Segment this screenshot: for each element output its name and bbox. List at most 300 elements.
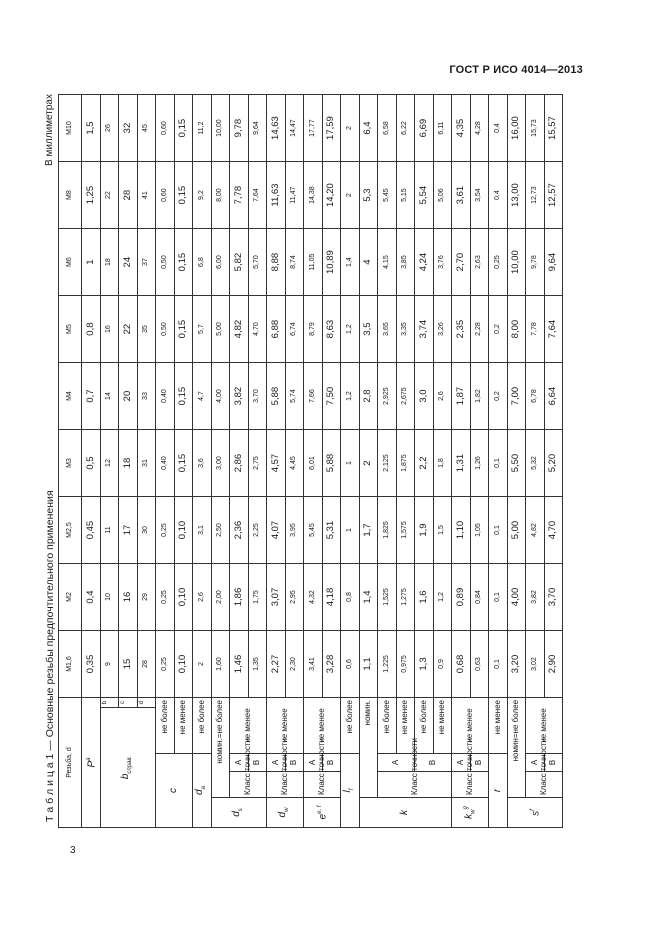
value-cell: 5,88 — [322, 430, 341, 497]
value-cell: 3,61 — [452, 162, 471, 229]
value-cell: 12 — [100, 430, 119, 497]
value-cell: 3,76 — [433, 229, 452, 296]
value-cell: 4,24 — [415, 229, 434, 296]
value-cell: 3,70 — [544, 564, 563, 631]
value-cell: 6,78 — [526, 363, 545, 430]
value-cell: 0,25 — [156, 631, 175, 698]
value-cell: 7,64 — [248, 162, 267, 229]
value-cell: 18 — [100, 229, 119, 296]
value-cell: 20 — [119, 363, 138, 430]
value-cell: 5,31 — [322, 497, 341, 564]
value-cell: 4,07 — [267, 497, 286, 564]
grade-label: B — [322, 754, 341, 772]
value-cell: 1,4 — [341, 229, 360, 296]
class-label: Класс точности — [304, 772, 341, 798]
value-cell: 6,22 — [396, 95, 415, 162]
value-cell: 22 — [119, 296, 138, 363]
param-p — [82, 697, 101, 827]
param-dw — [267, 798, 304, 828]
value-cell: 4,70 — [544, 497, 563, 564]
thread-size-header: M5 — [59, 296, 82, 363]
value-cell: 0,1 — [489, 631, 508, 698]
limit-label: не менее — [174, 697, 193, 753]
value-cell: 14,47 — [285, 95, 304, 162]
value-cell: 0,4 — [82, 564, 101, 631]
value-cell: 9,2 — [193, 162, 212, 229]
value-cell: 3,20 — [507, 631, 526, 698]
value-cell: 11 — [100, 497, 119, 564]
value-cell: 6,74 — [285, 296, 304, 363]
symbol-sub: a — [200, 786, 207, 790]
value-cell: 15 — [119, 631, 138, 698]
class-label: Класс точности — [378, 772, 452, 798]
value-cell: 3,0 — [415, 363, 434, 430]
symbol-sub: справ. — [126, 755, 133, 774]
value-cell: 2,63 — [470, 229, 489, 296]
param-s — [507, 798, 563, 828]
grade-label: A — [526, 754, 545, 772]
value-cell: 4,7 — [193, 363, 212, 430]
limit-label: не менее — [433, 697, 452, 753]
value-cell: 0,60 — [156, 95, 175, 162]
value-cell: 0,40 — [156, 363, 175, 430]
value-cell: 1 — [82, 229, 101, 296]
class-label: Класс точности — [452, 772, 489, 798]
value-cell: 1,825 — [378, 497, 397, 564]
value-cell: 1,875 — [396, 430, 415, 497]
value-cell: 3,95 — [285, 497, 304, 564]
value-cell: 13,00 — [507, 162, 526, 229]
value-cell: 5,74 — [285, 363, 304, 430]
value-cell: 6,01 — [304, 430, 323, 497]
value-cell: 4,57 — [267, 430, 286, 497]
value-cell: 14,63 — [267, 95, 286, 162]
value-cell: 1,5 — [82, 95, 101, 162]
value-cell: 3,26 — [433, 296, 452, 363]
value-cell: 31 — [137, 430, 156, 497]
grade-label: B — [285, 754, 304, 772]
value-cell: 4,35 — [452, 95, 471, 162]
value-cell: 2,95 — [285, 564, 304, 631]
value-cell: 16,00 — [507, 95, 526, 162]
value-cell: 16 — [100, 296, 119, 363]
value-cell: 4,32 — [304, 564, 323, 631]
value-cell: 3,02 — [526, 631, 545, 698]
value-cell: 3,07 — [267, 564, 286, 631]
value-cell: 0,63 — [470, 631, 489, 698]
value-cell: 10,00 — [211, 95, 230, 162]
value-cell: 35 — [137, 296, 156, 363]
value-cell: 3,35 — [396, 296, 415, 363]
value-cell: 2,27 — [267, 631, 286, 698]
value-cell: 0,15 — [174, 95, 193, 162]
value-cell: 9,64 — [248, 95, 267, 162]
value-cell: 4,00 — [211, 363, 230, 430]
value-cell: 17,77 — [304, 95, 323, 162]
value-cell: 0,68 — [452, 631, 471, 698]
grade-label: A — [267, 754, 286, 772]
value-cell: 8,88 — [267, 229, 286, 296]
value-cell: 11,2 — [193, 95, 212, 162]
value-cell: 5,45 — [378, 162, 397, 229]
param-ds — [211, 798, 267, 828]
value-cell: 5,00 — [211, 296, 230, 363]
symbol-main: k — [463, 813, 475, 819]
rotated-table-block — [44, 94, 592, 828]
value-cell: 0,60 — [156, 162, 175, 229]
value-cell: 0,15 — [174, 162, 193, 229]
value-cell: 7,78 — [526, 296, 545, 363]
symbol-main: r — [491, 788, 503, 793]
value-cell: 1,87 — [452, 363, 471, 430]
value-cell: 3,5 — [359, 296, 378, 363]
value-cell: 10,00 — [507, 229, 526, 296]
symbol-main: e — [317, 813, 329, 820]
value-cell: 4,00 — [507, 564, 526, 631]
value-cell: 8,74 — [285, 229, 304, 296]
value-cell: 2 — [341, 95, 360, 162]
value-cell: 1,1 — [359, 631, 378, 698]
value-cell: 3,70 — [248, 363, 267, 430]
thread-header: Резьба, d — [59, 697, 82, 827]
value-cell: 26 — [100, 95, 119, 162]
value-cell: 2 — [341, 162, 360, 229]
value-cell: 1,25 — [82, 162, 101, 229]
value-cell: 1,05 — [470, 497, 489, 564]
value-cell: 4,28 — [470, 95, 489, 162]
value-cell: 30 — [137, 497, 156, 564]
thread-size-header: M2 — [59, 564, 82, 631]
value-cell: 0,15 — [174, 363, 193, 430]
value-cell: 1,75 — [248, 564, 267, 631]
symbol-main: d — [277, 811, 288, 818]
footnote-mark: c — [119, 697, 138, 707]
limit-label: не менее — [452, 697, 489, 753]
value-cell: 17,59 — [322, 95, 341, 162]
value-cell: 5,00 — [507, 497, 526, 564]
value-cell: 3,65 — [378, 296, 397, 363]
value-cell: 2,675 — [396, 363, 415, 430]
thread-size-header: M10 — [59, 95, 82, 162]
limit-label: не более — [415, 697, 434, 753]
value-cell: 6,88 — [267, 296, 286, 363]
value-cell: 2,2 — [415, 430, 434, 497]
limit-label: не более — [378, 697, 397, 753]
thread-size-header: M1,6 — [59, 631, 82, 698]
footnote-mark: b — [100, 697, 119, 707]
value-cell: 5,06 — [433, 162, 452, 229]
value-cell: 0,89 — [452, 564, 471, 631]
value-cell: 7,00 — [507, 363, 526, 430]
value-cell: 18 — [119, 430, 138, 497]
value-cell: 3,6 — [193, 430, 212, 497]
value-cell: 0,8 — [341, 564, 360, 631]
value-cell: 11,47 — [285, 162, 304, 229]
symbol-main: d — [230, 811, 242, 817]
symbol-main: b — [119, 773, 131, 780]
page-number: 3 — [70, 845, 76, 856]
value-cell: 9,64 — [544, 229, 563, 296]
value-cell: 10,89 — [322, 229, 341, 296]
thread-size-header: M6 — [59, 229, 82, 296]
value-cell: 0,25 — [489, 229, 508, 296]
value-cell: 2,6 — [433, 363, 452, 430]
value-cell: 5,3 — [359, 162, 378, 229]
value-cell: 3,54 — [470, 162, 489, 229]
value-cell: 28 — [119, 162, 138, 229]
value-cell: 0,15 — [174, 296, 193, 363]
value-cell: 5,7 — [193, 296, 212, 363]
thread-size-header: M3 — [59, 430, 82, 497]
value-cell: 0,15 — [174, 430, 193, 497]
value-cell: 3,41 — [304, 631, 323, 698]
symbol-main: c — [168, 788, 179, 793]
value-cell: 12,57 — [544, 162, 563, 229]
value-cell: 0,45 — [82, 497, 101, 564]
value-cell: 2,36 — [230, 497, 249, 564]
value-cell: 4,45 — [285, 430, 304, 497]
value-cell: 6,64 — [544, 363, 563, 430]
value-cell: 16 — [119, 564, 138, 631]
value-cell: 11,63 — [267, 162, 286, 229]
value-cell: 0,35 — [82, 631, 101, 698]
value-cell: 3,1 — [193, 497, 212, 564]
unit-note: В миллиметрах — [44, 94, 55, 166]
value-cell: 9 — [100, 631, 119, 698]
param-lf — [341, 754, 360, 828]
value-cell: 4,82 — [526, 497, 545, 564]
value-cell: 17 — [119, 497, 138, 564]
class-label: Класс точности — [267, 772, 304, 798]
value-cell: 0,4 — [489, 95, 508, 162]
symbol-sup: f — [530, 809, 537, 811]
value-cell: 1,8 — [433, 430, 452, 497]
value-cell: 6,4 — [359, 95, 378, 162]
value-cell: 1,4 — [359, 564, 378, 631]
value-cell: 2 — [359, 430, 378, 497]
value-cell: 0,15 — [174, 229, 193, 296]
value-cell: 2,30 — [285, 631, 304, 698]
limit-label: не менее — [489, 697, 508, 753]
value-cell: 1,7 — [359, 497, 378, 564]
value-cell: 3,82 — [526, 564, 545, 631]
value-cell: 1,5 — [433, 497, 452, 564]
value-cell: 0,2 — [489, 363, 508, 430]
value-cell: 5,20 — [544, 430, 563, 497]
value-cell: 11,05 — [304, 229, 323, 296]
value-cell: 4,82 — [230, 296, 249, 363]
param-r — [489, 754, 508, 828]
value-cell: 1,9 — [415, 497, 434, 564]
value-cell: 14,38 — [304, 162, 323, 229]
thread-size-header: M4 — [59, 363, 82, 430]
value-cell: 4 — [359, 229, 378, 296]
symbol-sub: w — [470, 809, 477, 814]
value-cell: 7,64 — [544, 296, 563, 363]
value-cell: 1,35 — [248, 631, 267, 698]
value-cell: 33 — [137, 363, 156, 430]
document-header: ГОСТ Р ИСО 4014—2013 — [449, 64, 583, 76]
value-cell: 0,1 — [489, 497, 508, 564]
value-cell: 9,78 — [230, 95, 249, 162]
class-label: Класс точности — [526, 772, 563, 798]
value-cell: 2,28 — [470, 296, 489, 363]
limit-label: не менее — [526, 697, 563, 753]
value-cell: 32 — [119, 95, 138, 162]
value-cell: 3,00 — [211, 430, 230, 497]
grade-label: B — [415, 754, 452, 772]
symbol-sup: a — [86, 757, 93, 761]
value-cell: 5,54 — [415, 162, 434, 229]
value-cell: 24 — [119, 229, 138, 296]
param-da — [193, 754, 212, 828]
value-cell: 0,84 — [470, 564, 489, 631]
value-cell: 0,25 — [156, 564, 175, 631]
grade-label: B — [544, 754, 563, 772]
value-cell: 0,1 — [489, 430, 508, 497]
value-cell: 7,78 — [230, 162, 249, 229]
grade-label: A — [452, 754, 471, 772]
limit-label: не более — [193, 697, 212, 753]
value-cell: 6,58 — [378, 95, 397, 162]
value-cell: 0,975 — [396, 631, 415, 698]
value-cell: 2,86 — [230, 430, 249, 497]
grade-label: A — [378, 754, 415, 772]
value-cell: 0,4 — [489, 162, 508, 229]
value-cell: 4,15 — [378, 229, 397, 296]
symbol-sub: f — [348, 788, 355, 791]
value-cell: 1,10 — [452, 497, 471, 564]
value-cell: 5,32 — [526, 430, 545, 497]
value-cell: 41 — [137, 162, 156, 229]
value-cell: 9,78 — [526, 229, 545, 296]
param-b-ref — [100, 708, 156, 828]
param-k — [359, 798, 452, 828]
value-cell: 0,9 — [433, 631, 452, 698]
symbol-sub: w — [284, 807, 290, 812]
value-cell: 1,2 — [341, 296, 360, 363]
value-cell: 12,73 — [526, 162, 545, 229]
value-cell: 1,86 — [230, 564, 249, 631]
nominal-label: номин. — [359, 697, 378, 797]
value-cell: 37 — [137, 229, 156, 296]
value-cell: 5,50 — [507, 430, 526, 497]
param-kw — [452, 798, 489, 828]
value-cell: 6,69 — [415, 95, 434, 162]
value-cell: 0,10 — [174, 564, 193, 631]
value-cell: 2,00 — [211, 564, 230, 631]
value-cell: 14 — [100, 363, 119, 430]
symbol-sub: s — [237, 808, 244, 812]
grade-label: B — [470, 754, 489, 772]
value-cell: 1 — [341, 497, 360, 564]
value-cell: 0,1 — [489, 564, 508, 631]
value-cell: 1,6 — [415, 564, 434, 631]
value-cell: 5,45 — [304, 497, 323, 564]
class-label: Класс точности — [230, 772, 267, 798]
value-cell: 0,2 — [489, 296, 508, 363]
value-cell: 5,82 — [230, 229, 249, 296]
value-cell: 1,60 — [211, 631, 230, 698]
value-cell: 0,10 — [174, 631, 193, 698]
value-cell: 1,2 — [341, 363, 360, 430]
value-cell: 8,79 — [304, 296, 323, 363]
value-cell: 2,6 — [193, 564, 212, 631]
value-cell: 1,3 — [415, 631, 434, 698]
param-c — [156, 754, 193, 828]
footnote-mark: d — [137, 697, 156, 707]
value-cell: 29 — [137, 564, 156, 631]
value-cell: 0,7 — [82, 363, 101, 430]
value-cell: 3,82 — [230, 363, 249, 430]
nominal-label: номин=не более — [507, 697, 526, 797]
value-cell: 0,50 — [156, 229, 175, 296]
value-cell: 15,73 — [526, 95, 545, 162]
value-cell: 1 — [341, 430, 360, 497]
symbol-sup: g — [463, 806, 470, 810]
value-cell: 1,31 — [452, 430, 471, 497]
value-cell: 1,46 — [230, 631, 249, 698]
value-cell: 2,50 — [211, 497, 230, 564]
value-cell: 22 — [100, 162, 119, 229]
value-cell: 1,275 — [396, 564, 415, 631]
value-cell: 14,20 — [322, 162, 341, 229]
value-cell: 4,18 — [322, 564, 341, 631]
value-cell: 7,66 — [304, 363, 323, 430]
thread-size-header: M2,5 — [59, 497, 82, 564]
value-cell: 6,00 — [211, 229, 230, 296]
value-cell: 2 — [193, 631, 212, 698]
value-cell: 2,925 — [378, 363, 397, 430]
value-cell: 0,10 — [174, 497, 193, 564]
value-cell: 1,26 — [470, 430, 489, 497]
value-cell: 0,6 — [341, 631, 360, 698]
symbol-main: l — [341, 790, 353, 793]
param-e — [304, 798, 341, 828]
limit-label: не более — [156, 697, 175, 753]
value-cell: 3,85 — [396, 229, 415, 296]
value-cell: 7,50 — [322, 363, 341, 430]
value-cell: 45 — [137, 95, 156, 162]
table-caption: Т а б л и ц а 1 — Основные резьбы предпочтительного применения — [44, 490, 56, 822]
value-cell: 0,50 — [156, 296, 175, 363]
value-cell: 1,2 — [433, 564, 452, 631]
limit-label: не менее — [230, 697, 267, 753]
value-cell: 2,125 — [378, 430, 397, 497]
value-cell: 1,525 — [378, 564, 397, 631]
value-cell: 5,70 — [248, 229, 267, 296]
limit-label: не менее — [396, 697, 415, 753]
limit-label: не более — [341, 697, 360, 753]
value-cell: 0,8 — [82, 296, 101, 363]
grade-label: A — [230, 754, 249, 772]
value-cell: 6,11 — [433, 95, 452, 162]
grade-label: B — [248, 754, 267, 772]
symbol-main: k — [399, 810, 411, 815]
value-cell: 1,82 — [470, 363, 489, 430]
value-cell: 5,15 — [396, 162, 415, 229]
limit-label: не менее — [267, 697, 304, 753]
symbol-main: P — [86, 760, 98, 768]
value-cell: 6,8 — [193, 229, 212, 296]
value-cell: 0,40 — [156, 430, 175, 497]
value-cell: 2,75 — [248, 430, 267, 497]
value-cell: 10 — [100, 564, 119, 631]
value-cell: 2,90 — [544, 631, 563, 698]
value-cell: 28 — [137, 631, 156, 698]
symbol-sup: e, f — [317, 805, 324, 814]
value-cell: 5,88 — [267, 363, 286, 430]
